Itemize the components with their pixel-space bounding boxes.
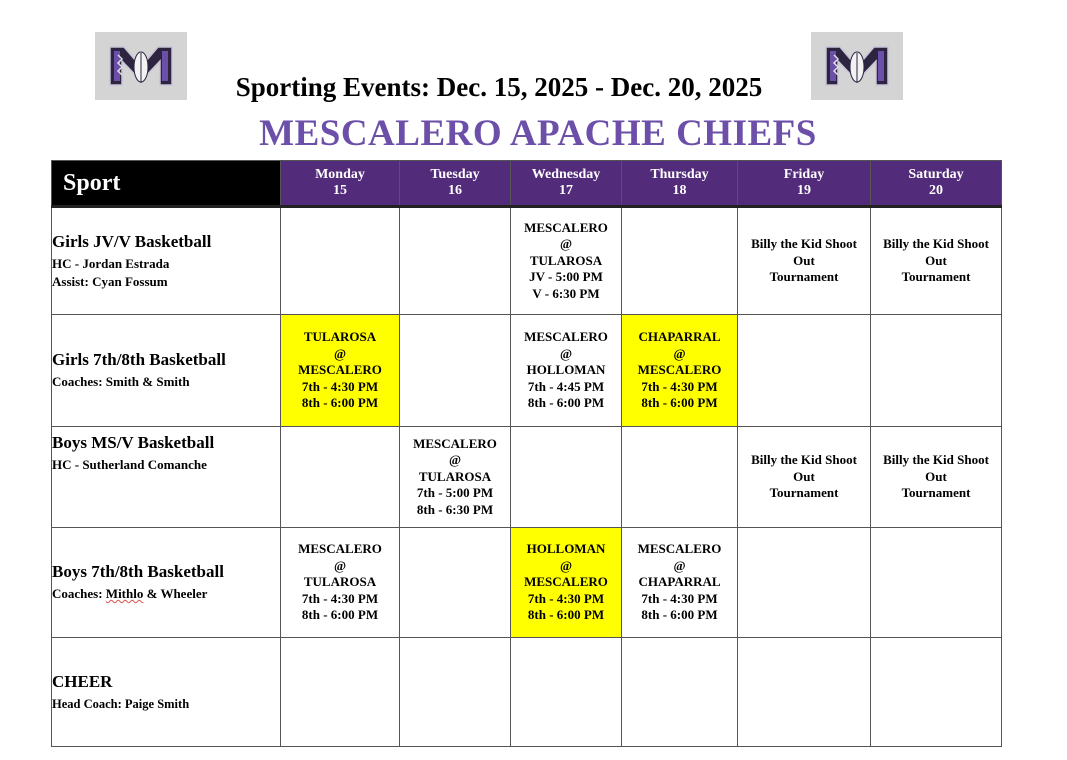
event-cell-empty	[511, 427, 622, 528]
event-cell-empty	[622, 427, 738, 528]
event-cell: Billy the Kid Shoot Out Tournament	[738, 207, 871, 315]
event-cell-empty	[738, 315, 871, 427]
sport-cell: Girls 7th/8th Basketball Coaches: Smith & Smith	[52, 315, 281, 427]
event-cell-empty	[281, 207, 400, 315]
event-cell-empty	[871, 315, 1002, 427]
team-title: MESCALERO APACHE CHIEFS	[259, 113, 817, 154]
day-header-friday: Friday 19	[738, 161, 871, 207]
table-row	[52, 207, 1002, 315]
event-cell-highlighted: TULAROSA @ MESCALERO 7th - 4:30 PM 8th - 6:00 PM	[281, 315, 400, 427]
sport-cell: CHEER Head Coach: Paige Smith	[52, 638, 281, 747]
event-cell-highlighted: CHAPARRAL @ MESCALERO 7th - 4:30 PM 8th - 6:00 PM	[622, 315, 738, 427]
event-cell: Billy the Kid Shoot Out Tournament	[738, 427, 871, 528]
table-row	[52, 638, 1002, 747]
event-cell-highlighted: HOLLOMAN @ MESCALERO 7th - 4:30 PM 8th - 6:00 PM	[511, 528, 622, 638]
misspelled-word: Mithlo	[105, 586, 144, 601]
event-cell-empty	[738, 638, 871, 747]
table-row	[52, 315, 1002, 427]
sport-column-header: Sport	[52, 161, 281, 207]
table-row	[52, 528, 1002, 638]
event-cell: Billy the Kid Shoot Out Tournament	[871, 207, 1002, 315]
event-cell: Billy the Kid Shoot Out Tournament	[871, 427, 1002, 528]
day-header-wednesday: Wednesday 17	[511, 161, 622, 207]
event-cell: MESCALERO @ HOLLOMAN 7th - 4:45 PM 8th - 6:00 PM	[511, 315, 622, 427]
event-cell-empty	[400, 528, 511, 638]
event-cell-empty	[400, 315, 511, 427]
day-header-tuesday: Tuesday 16	[400, 161, 511, 207]
sport-cell: Boys MS/V Basketball HC - Sutherland Comanche	[52, 427, 281, 528]
event-cell-empty	[511, 638, 622, 747]
event-cell: MESCALERO @ TULAROSA 7th - 5:00 PM 8th - 6:30 PM	[400, 427, 511, 528]
sport-cell: Girls JV/V Basketball HC - Jordan Estrada Assist: Cyan Fossum	[52, 207, 281, 315]
event-cell: MESCALERO @ CHAPARRAL 7th - 4:30 PM 8th - 6:00 PM	[622, 528, 738, 638]
day-header-thursday: Thursday 18	[622, 161, 738, 207]
event-cell-empty	[622, 207, 738, 315]
event-cell-empty	[622, 638, 738, 747]
date-range-subtitle: Sporting Events: Dec. 15, 2025 - Dec. 20, 2025	[235, 72, 763, 102]
event-cell-empty	[400, 207, 511, 315]
sport-cell: Boys 7th/8th Basketball Coaches: Mithlo & Wheeler	[52, 528, 281, 638]
event-cell-empty	[871, 528, 1002, 638]
table-row	[52, 427, 1002, 528]
event-cell-empty	[281, 638, 400, 747]
event-cell-empty	[400, 638, 511, 747]
event-cell-empty	[281, 427, 400, 528]
event-cell: MESCALERO @ TULAROSA JV - 5:00 PM V - 6:30 PM	[511, 207, 622, 315]
event-cell-empty	[738, 528, 871, 638]
day-header-saturday: Saturday 20	[871, 161, 1002, 207]
schedule-table	[51, 160, 1002, 747]
day-header-monday: Monday 15	[281, 161, 400, 207]
event-cell-empty	[871, 638, 1002, 747]
header-row	[52, 161, 1002, 207]
event-cell: MESCALERO @ TULAROSA 7th - 4:30 PM 8th - 6:00 PM	[281, 528, 400, 638]
